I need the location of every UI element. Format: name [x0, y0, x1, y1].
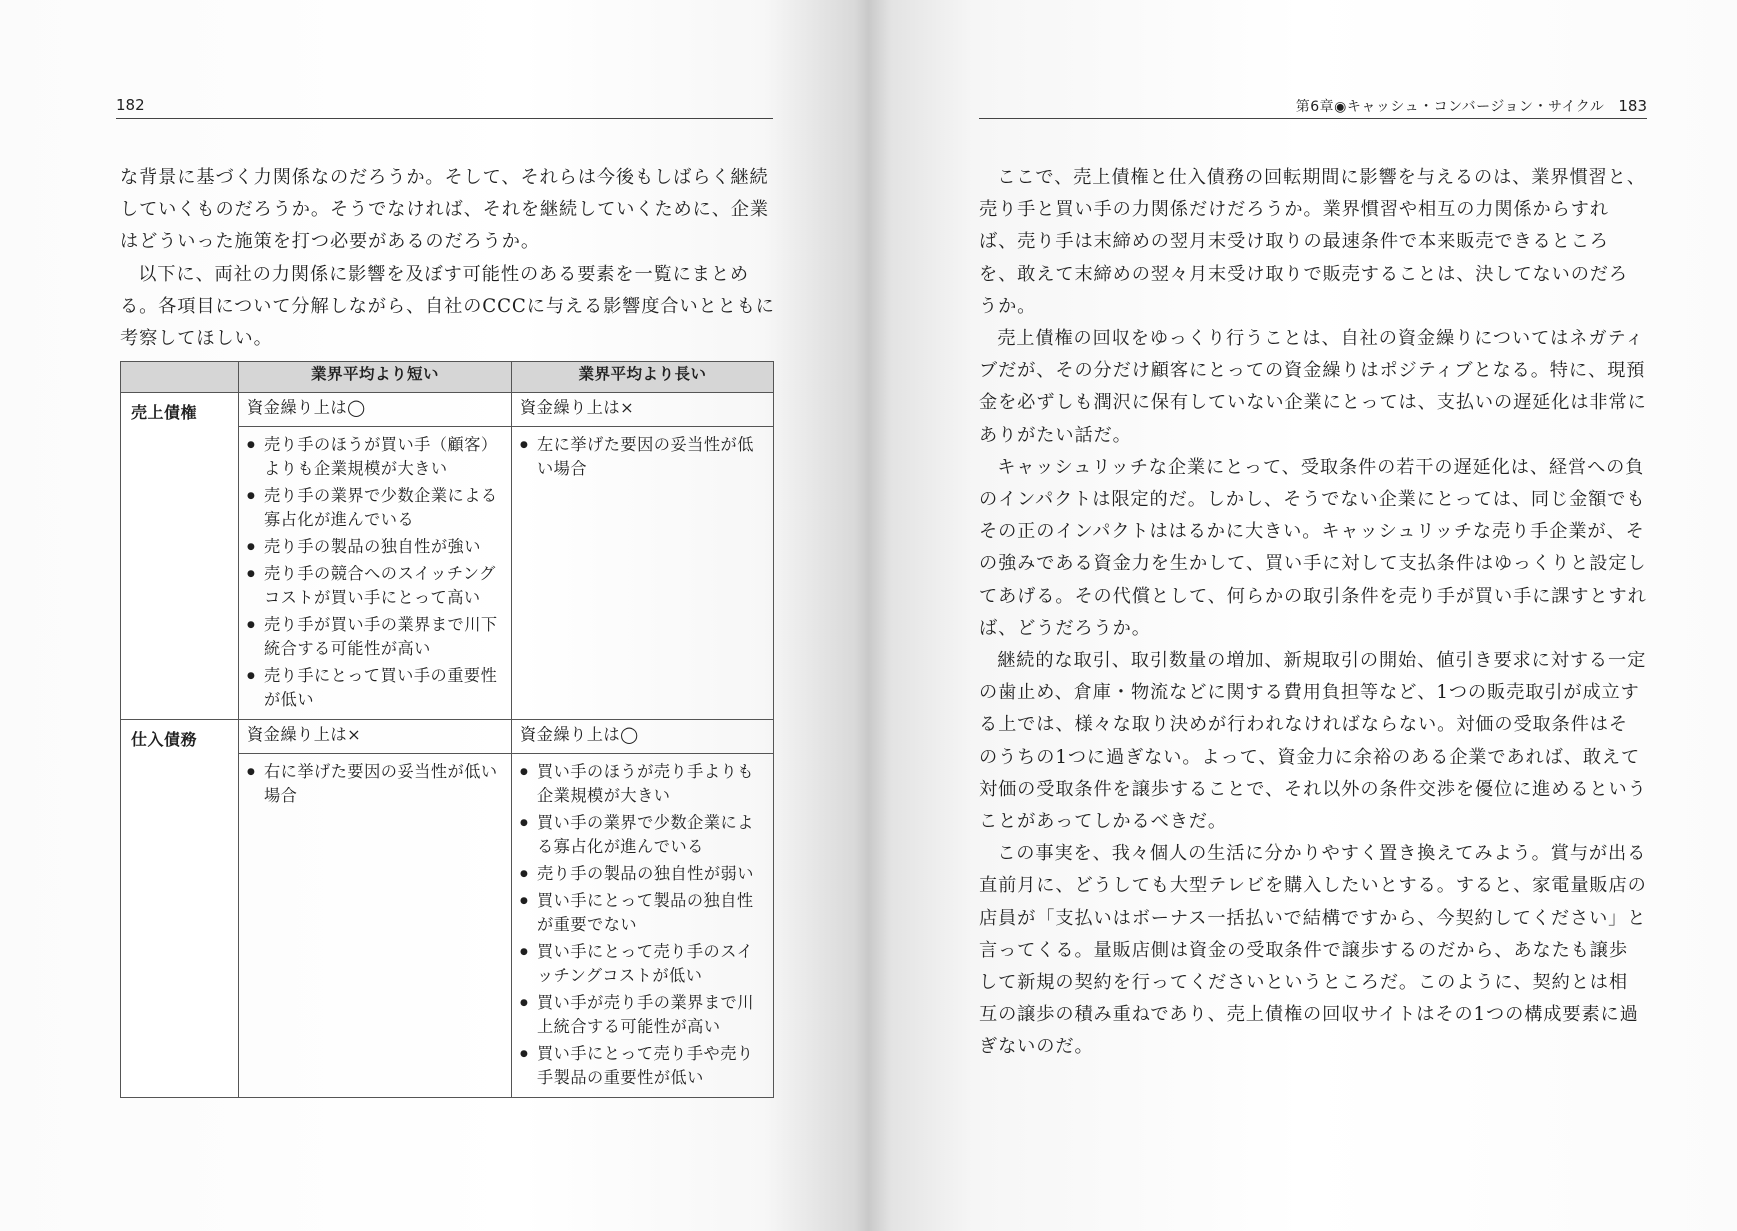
list-item: ● 買い手にとって製品の独自性が重要でない	[520, 889, 767, 937]
paragraph: 以下に、両社の力関係に影響を及ぼす可能性のある要素を一覧にまとめる。各項目について分解しながら、自社のCCCに与える影響度合いとともに考察してほしい。	[120, 263, 775, 350]
paragraph: な背景に基づく力関係なのだろうか。そして、それらは今後もしばらく継続していくものだろうか。そうでなければ、それを継続していくために、企業はどういった施策を打つ必要があるのだろうか。	[120, 167, 769, 253]
list-item: ● 買い手のほうが売り手よりも企業規模が大きい	[520, 760, 767, 808]
factor-table	[120, 361, 774, 1098]
list-item: ● 売り手の業界で少数企業による寡占化が進んでいる	[247, 484, 505, 532]
list-item: ● 左に挙げた要因の妥当性が低い場合	[520, 433, 767, 481]
left-page-header	[116, 96, 773, 119]
bullet-list	[247, 760, 505, 808]
list-item: ● 買い手が売り手の業界まで川上統合する可能性が高い	[520, 991, 767, 1039]
cell-factor-list	[239, 754, 512, 1098]
left-body-text	[120, 162, 776, 355]
right-page	[868, 0, 1737, 1231]
table-row	[121, 720, 774, 754]
paragraph: キャッシュリッチな企業にとって、受取条件の若干の遅延化は、経営への負のインパクトは限定的だ。しかし、そうでない企業にとっては、同じ金額でもその正のインパクトははるかに大きい。キャッシュリッチな売り手企業が、その強みである資金力を生かして、買い手に対して支払条件はゆっくりと設定してあげる。その代償として、何らかの取引条件を売り手が買い手に課すとすれば、どうだろうか。	[979, 456, 1647, 639]
table-header-shorter: 業界平均より短い	[239, 362, 512, 393]
table-header-longer: 業界平均より長い	[512, 362, 774, 393]
table-header-row	[121, 362, 774, 393]
list-item: ● 買い手にとって売り手のスイッチングコストが低い	[520, 940, 767, 988]
left-page	[0, 0, 868, 1231]
list-item: ● 右に挙げた要因の妥当性が低い場合	[247, 760, 505, 808]
list-item: ● 売り手が買い手の業界まで川下統合する可能性が高い	[247, 613, 505, 661]
page-number: 182	[116, 96, 145, 114]
bullet-list	[520, 433, 767, 481]
cell-status: 資金繰り上は◯	[512, 720, 774, 754]
list-item: ● 売り手のほうが買い手（顧客）よりも企業規模が大きい	[247, 433, 505, 481]
right-body-text	[979, 162, 1647, 1064]
list-item: ● 売り手の製品の独自性が強い	[247, 535, 505, 559]
list-item: ● 買い手の業界で少数企業による寡占化が進んでいる	[520, 811, 767, 859]
list-item: ● 買い手にとって売り手や売り手製品の重要性が低い	[520, 1042, 767, 1090]
cell-factor-list	[239, 427, 512, 720]
bullet-list	[247, 433, 505, 712]
paragraph: ここで、売上債権と仕入債務の回転期間に影響を与えるのは、業界慣習と、売り手と買い手の力関係だけだろうか。業界慣習や相互の力関係からすれば、売り手は末締めの翌月末受け取りの最速条件で本来販売できるところを、敢えて末締めの翌々月末受け取りで販売することは、決してないのだろうか。	[979, 167, 1646, 317]
chapter-header: 第6章◉キャッシュ・コンバージョン・サイクル	[1295, 99, 1605, 115]
paragraph: 売上債権の回収をゆっくり行うことは、自社の資金繰りについてはネガティブだが、その分だけ顧客にとっての資金繰りはポジティブとなる。特に、現預金を必ずしも潤沢に保有していない企業にとっては、支払いの遅延化は非常にありがたい話だ。	[979, 328, 1647, 446]
cell-status: 資金繰り上は×	[239, 720, 512, 754]
bullet-list	[520, 760, 767, 1090]
paragraph: 継続的な取引、取引数量の増加、新規取引の開始、値引き要求に対する一定の歯止め、倉庫・物流などに関する費用負担等など、1つの販売取引が成立する上では、様々な取り決めが行われなければならない。対価の受取条件はそのうちの1つに過ぎない。よって、資金力に余裕のある企業であれば、敢えて対価の受取条件を譲歩することで、それ以外の条件交渉を優位に進めるということがあってしかるべきだ。	[979, 650, 1647, 833]
list-item: ● 売り手の製品の独自性が弱い	[520, 862, 767, 886]
row-label-payables: 仕入債務	[121, 720, 239, 1098]
table-row	[121, 393, 774, 427]
cell-status: 資金繰り上は◯	[239, 393, 512, 427]
cell-factor-list	[512, 754, 774, 1098]
paragraph: この事実を、我々個人の生活に分かりやすく置き換えてみよう。賞与が出る直前月に、どうしても大型テレビを購入したいとする。すると、家電量販店の店員が「支払いはボーナス一括払いで結構ですから、今契約してください」と言ってくる。量販店側は資金の受取条件で譲歩するのだから、あなたも譲歩して新規の契約を行ってくださいというところだ。このように、契約とは相互の譲歩の積み重ねであり、売上債権の回収サイトはその1つの構成要素に過ぎないのだ。	[979, 843, 1647, 1058]
cell-factor-list	[512, 427, 774, 720]
list-item: ● 売り手の競合へのスイッチングコストが買い手にとって高い	[247, 562, 505, 610]
right-page-header	[979, 96, 1647, 119]
table-header-corner	[121, 362, 239, 393]
cell-status: 資金繰り上は×	[512, 393, 774, 427]
page-number: 183	[1618, 97, 1647, 115]
row-label-receivables: 売上債権	[121, 393, 239, 720]
list-item: ● 売り手にとって買い手の重要性が低い	[247, 664, 505, 712]
